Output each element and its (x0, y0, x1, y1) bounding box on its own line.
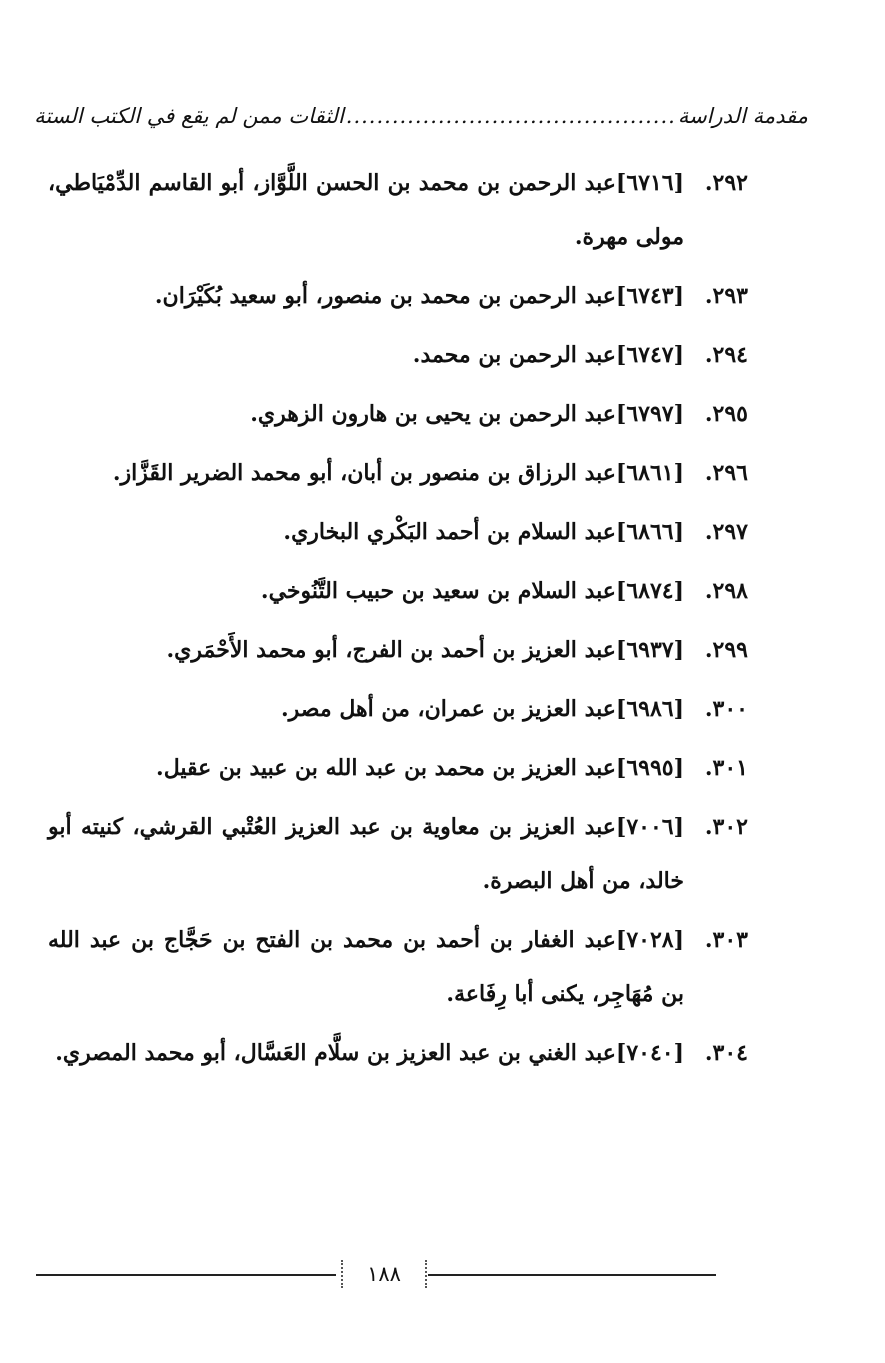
entry-id: [٦٧٤٧] (615, 342, 684, 368)
list-item (48, 564, 748, 618)
running-header (34, 104, 808, 138)
entry-content (48, 564, 692, 618)
entry-id: [٦٧١٦] (615, 170, 684, 196)
entry-text: عبد السلام بن أحمد البَكْري البخاري. (283, 519, 616, 545)
entry-id: [٦٩٨٦] (615, 696, 684, 722)
entry-id: [٦٨٧٤] (615, 578, 684, 604)
entry-text: عبد الرحمن بن محمد بن منصور، أبو سعيد بُكَيْرَان. (154, 283, 616, 309)
entry-content (48, 682, 692, 736)
entry-number: ٢٩٤. (704, 342, 748, 368)
entry-text: عبد الرحمن بن محمد. (412, 342, 616, 368)
list-item (48, 505, 748, 559)
entry-id: [٦٨٦٦] (615, 519, 684, 545)
entry-number: ٢٩٥. (704, 401, 748, 427)
header-dots: ........................................... (345, 104, 676, 128)
entry-number: ٢٩٣. (704, 283, 748, 309)
header-section: مقدمة الدراسة (677, 104, 808, 128)
list-item (48, 328, 748, 382)
list-item (48, 387, 748, 441)
entry-text: عبد الغفار بن أحمد بن محمد بن الفتح بن حَجَّاج بن عبد الله بن مُهَاجِر، يكنى أبا رِفَاعة. (48, 927, 684, 1007)
header-title: الثقات ممن لم يقع في الكتب الستة (34, 104, 344, 128)
list-item (48, 741, 748, 795)
entry-text: عبد العزيز بن أحمد بن الفرج، أبو محمد الأَحْمَري. (166, 637, 616, 663)
entry-text: عبد الرحمن بن يحيى بن هارون الزهري. (250, 401, 616, 427)
entry-number: ٣٠٣. (704, 927, 748, 953)
entry-content (48, 328, 692, 382)
entry-number: ٣٠١. (704, 755, 748, 781)
list-item (48, 682, 748, 736)
entry-id: [٧٠٤٠] (615, 1040, 684, 1066)
entry-content (48, 800, 692, 908)
page-footer (36, 1262, 716, 1292)
list-item (48, 156, 748, 264)
entry-content (48, 156, 692, 264)
entry-text: عبد السلام بن سعيد بن حبيب التَّنُوخي. (260, 578, 616, 604)
entry-text: عبد العزيز بن محمد بن عبد الله بن عبيد بن عقيل. (156, 755, 616, 781)
footer-rule-left (36, 1274, 336, 1276)
entries-list (48, 156, 748, 1085)
entry-id: [٧٠٢٨] (615, 927, 684, 953)
entry-id: [٦٨٦١] (615, 460, 684, 486)
entry-number: ٢٩٩. (704, 637, 748, 663)
entry-content (48, 446, 692, 500)
entry-content (48, 741, 692, 795)
entry-number: ٢٩٨. (704, 578, 748, 604)
entry-id: [٦٩٣٧] (615, 637, 684, 663)
list-item (48, 446, 748, 500)
entry-text: عبد الرحمن بن محمد بن الحسن اللَّوَّاز، أبو القاسم الدِّمْيَاطي، مولى مهرة. (48, 170, 684, 250)
entry-content (48, 1026, 692, 1080)
entry-id: [٦٧٤٣] (615, 283, 684, 309)
entry-number: ٣٠٢. (704, 814, 748, 840)
entry-id: [٦٧٩٧] (615, 401, 684, 427)
entry-content (48, 623, 692, 677)
entry-number: ٢٩٢. (704, 170, 748, 196)
entry-content (48, 269, 692, 323)
entry-text: عبد الرزاق بن منصور بن أبان، أبو محمد الضرير القَزَّاز. (112, 460, 616, 486)
entry-content (48, 387, 692, 441)
list-item (48, 913, 748, 1021)
entry-number: ٣٠٤. (704, 1040, 748, 1066)
page-number: ١٨٨ (341, 1260, 427, 1288)
footer-rule-right (428, 1274, 716, 1276)
list-item (48, 623, 748, 677)
entry-text: عبد العزيز بن عمران، من أهل مصر. (281, 696, 616, 722)
entry-number: ٣٠٠. (704, 696, 748, 722)
entry-number: ٢٩٧. (704, 519, 748, 545)
entry-text: عبد الغني بن عبد العزيز بن سلَّام العَسَّال، أبو محمد المصري. (55, 1040, 616, 1066)
entry-id: [٦٩٩٥] (615, 755, 684, 781)
entry-id: [٧٠٠٦] (615, 814, 684, 840)
list-item (48, 800, 748, 908)
entry-text: عبد العزيز بن معاوية بن عبد العزيز العُتْبي القرشي، كنيته أبو خالد، من أهل البصرة. (48, 814, 684, 894)
entry-number: ٢٩٦. (704, 460, 748, 486)
entry-content (48, 505, 692, 559)
entry-content (48, 913, 692, 1021)
list-item (48, 1026, 748, 1080)
list-item (48, 269, 748, 323)
